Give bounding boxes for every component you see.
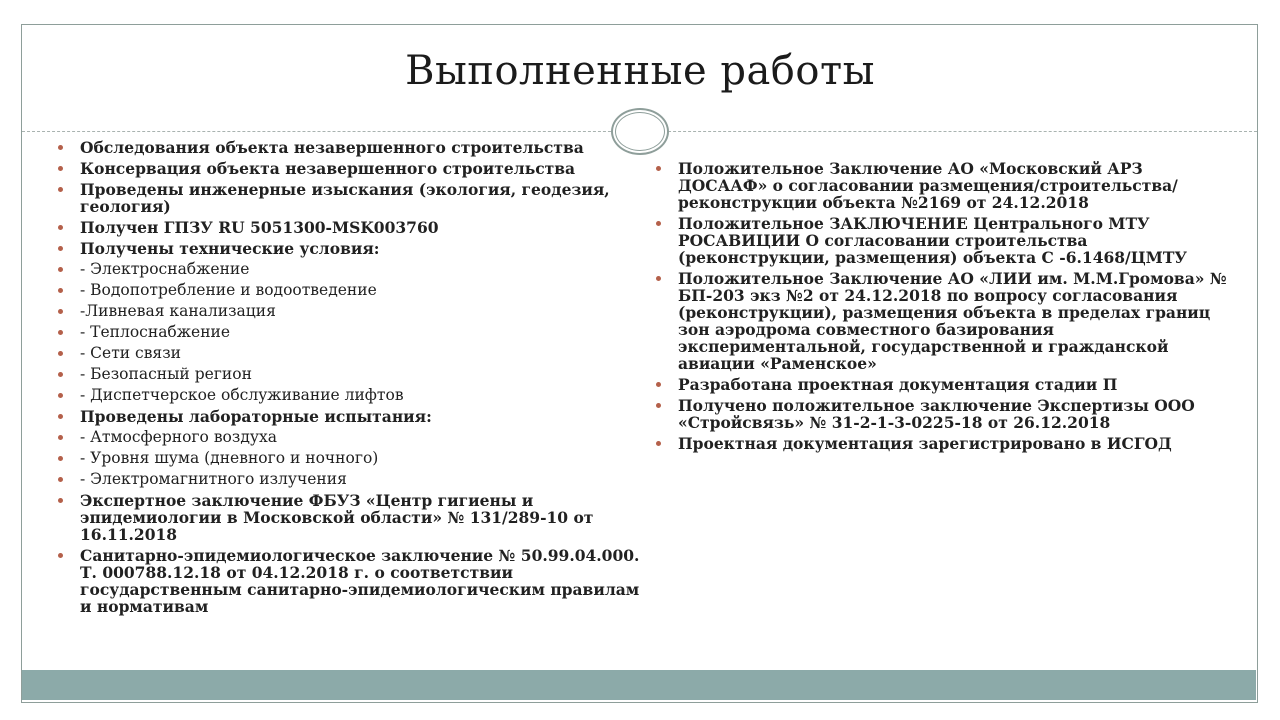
list-item [57,219,642,236]
bullet-icon [57,429,80,446]
list-item-text: Получены технические условия: [80,239,380,258]
list-item [57,387,642,404]
list-item-text: Экспертное заключение ФБУЗ «Центр гигиены и эпидемиологии в Московской области» № 131/289-10 от 16.11.2018 [80,491,594,544]
bullet-icon [57,387,80,404]
list-item-text: -Ливневая канализация [80,302,276,320]
slide-title: Выполненные работы [405,48,875,94]
list-item-text: Санитарно-эпидемиологическое заключение № 50.99.04.000. Т. 000788.12.18 от 04.12.2018 г. о соответствии государственным санитарно-эпидемиологическим правилам и нормативам [80,546,640,616]
bullet-icon [57,181,80,198]
bullet-icon [57,139,80,156]
bullet-icon [57,160,80,177]
bullet-icon [57,261,80,278]
list-item [57,547,642,615]
list-item [655,270,1227,372]
list-item [655,397,1227,431]
list-item-text: Обследования объекта незавершенного строительства [80,138,584,157]
bullet-icon [57,345,80,362]
list-item-text: - Электроснабжение [80,260,250,278]
list-item-text: - Водопотребление и водоотведение [80,281,377,299]
list-item-text: - Диспетчерское обслуживание лифтов [80,386,404,404]
list-item-text: - Электромагнитного излучения [80,470,347,488]
list-item-text: Проведены инженерные изыскания (экология, геодезия, геология) [80,180,610,216]
list-item-text: Проектная документация зарегистрировано в ИСГОД [678,434,1172,453]
list-item-text: Положительное ЗАКЛЮЧЕНИЕ Центрального МТУ РОСАВИЦИИ О согласовании строительства (реконструкции, размещения) объекта С -6.1468/ЦМТУ [678,214,1187,267]
list-item-text: Проведены лабораторные испытания: [80,407,432,426]
list-item-text: Разработана проектная документация стадии П [678,375,1118,394]
list-item [57,139,642,156]
bullet-icon [57,408,80,425]
bullet-icon [57,303,80,320]
list-item [655,215,1227,266]
bullet-icon [57,240,80,257]
list-item [655,435,1227,452]
bullet-icon [655,215,678,232]
list-item-text: Положительное Заключение АО «Московский АРЗ ДОСААФ» о согласовании размещения/строительства/ реконструкции объекта №2169 от 24.12.2018 [678,159,1178,212]
list-item [57,240,642,257]
bullet-icon [655,376,678,393]
bullet-icon [57,547,80,564]
list-item-text: - Безопасный регион [80,365,252,383]
bullet-icon [57,219,80,236]
bullet-icon [57,492,80,509]
list-item [57,181,642,215]
bullet-icon [57,282,80,299]
bullet-icon [655,160,678,177]
list-item-text: Получен ГПЗУ RU 5051300-MSK003760 [80,218,439,237]
list-item-text: - Атмосферного воздуха [80,428,277,446]
list-item-text: - Теплоснабжение [80,323,231,341]
accent-band [22,670,1256,700]
list-item [57,303,642,320]
list-item-text: Консервация объекта незавершенного строительства [80,159,576,178]
list-item [57,324,642,341]
list-item [57,261,642,278]
bullet-icon [655,397,678,414]
list-item [57,408,642,425]
right-column-list [655,160,1227,456]
list-item [655,160,1227,211]
bullet-icon [655,435,678,452]
bullet-icon [57,324,80,341]
list-item [57,345,642,362]
list-item [57,450,642,467]
list-item [57,471,642,488]
list-item-text: Положительное Заключение АО «ЛИИ им. М.М.Громова» № БП-203 экз №2 от 24.12.2018 по вопросу согласования (реконструкции), размещения объекта в пределах границ зон аэродрома совместного базирования экспериментальной, государственной и гражданской авиации «Раменское» [678,269,1227,373]
bullet-icon [57,471,80,488]
list-item-text: - Уровня шума (дневного и ночного) [80,449,379,467]
list-item-text: Получено положительное заключение Экспертизы ООО «Стройсвязь» № 31-2-1-3-0225-18 от 26.12.2018 [678,396,1195,432]
bullet-icon [57,450,80,467]
list-item [57,160,642,177]
left-column-list [57,139,642,619]
list-item [57,366,642,383]
list-item [57,429,642,446]
bullet-icon [57,366,80,383]
list-item-text: - Сети связи [80,344,181,362]
list-item [57,282,642,299]
bullet-icon [655,270,678,287]
list-item [655,376,1227,393]
list-item [57,492,642,543]
